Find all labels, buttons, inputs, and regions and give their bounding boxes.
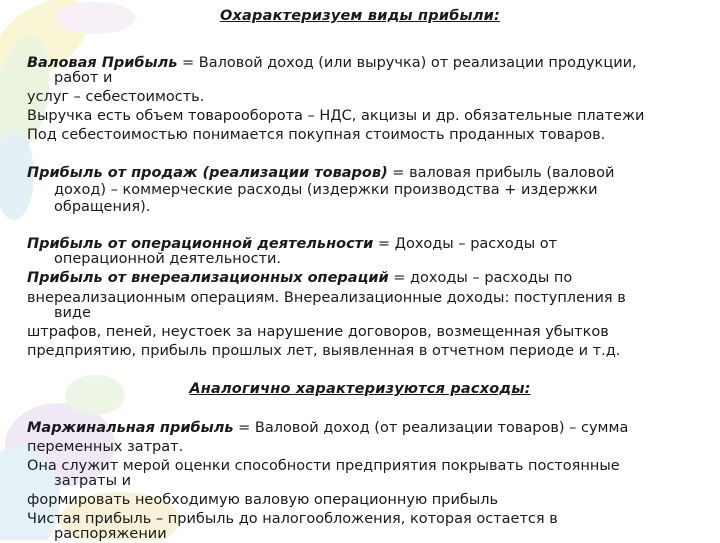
text-line: Она служит мерой оценки способности предприятия покрывать постоянные (27, 458, 620, 474)
text-line: распоряжении (54, 526, 167, 542)
term-nonsales-profit: Прибыль от внереализационных операций (27, 270, 389, 286)
section-subtitle: Аналогично характеризуются расходы: (189, 381, 531, 397)
marginal-profit-definition (27, 420, 628, 437)
text-line: обращения). (54, 199, 151, 215)
text-line: Под себестоимостью понимается покупная стоимость проданных товаров. (27, 127, 606, 143)
text-line: переменных затрат. (27, 439, 184, 455)
term-operating-profit: Прибыль от операционной деятельности (27, 236, 374, 252)
definition-text: = валовая прибыль (валовой (387, 165, 615, 181)
slide-title: Охарактеризуем виды прибыли: (219, 8, 501, 24)
text-line: услуг – себестоимость. (27, 89, 205, 105)
text-line: затраты и (54, 473, 132, 489)
sales-profit-definition (27, 165, 614, 182)
term-gross-profit: Валовая Прибыль (27, 55, 178, 71)
definition-text: = Валовой доход (или выручка) от реализации продукции, (177, 55, 637, 71)
term-marginal-profit: Маржинальная прибыль (27, 420, 234, 436)
text-line: Выручка есть объем товарооборота – НДС, акцизы и др. обязательные платежи (27, 108, 645, 124)
text-line: внереализационным операциям. Внереализационные доходы: поступления в (27, 290, 626, 306)
text-line: формировать необходимую валовую операционную прибыль (27, 492, 499, 508)
definition-text: = Валовой доход (от реализации товаров) – сумма (233, 420, 629, 436)
text-line: виде (54, 305, 91, 321)
definition-text: = доходы – расходы по (388, 270, 573, 286)
text-line: работ и (54, 70, 113, 86)
gross-profit-definition (27, 55, 637, 72)
text-line: операционной деятельности. (54, 251, 282, 267)
definition-text: = Доходы – расходы от (373, 236, 558, 252)
term-sales-profit: Прибыль от продаж (реализации товаров) (27, 165, 388, 181)
net-profit-definition: Чистая прибыль – прибыль до налогообложения, которая остается в (27, 511, 558, 527)
text-line: доход) – коммерческие расходы (издержки производства + издержки (54, 182, 598, 198)
text-line: штрафов, пеней, неустоек за нарушение договоров, возмещенная убытков (27, 324, 609, 340)
text-line: предприятию, прибыль прошлых лет, выявленная в отчетном периоде и т.д. (27, 343, 621, 359)
nonsales-profit-definition (27, 270, 572, 287)
